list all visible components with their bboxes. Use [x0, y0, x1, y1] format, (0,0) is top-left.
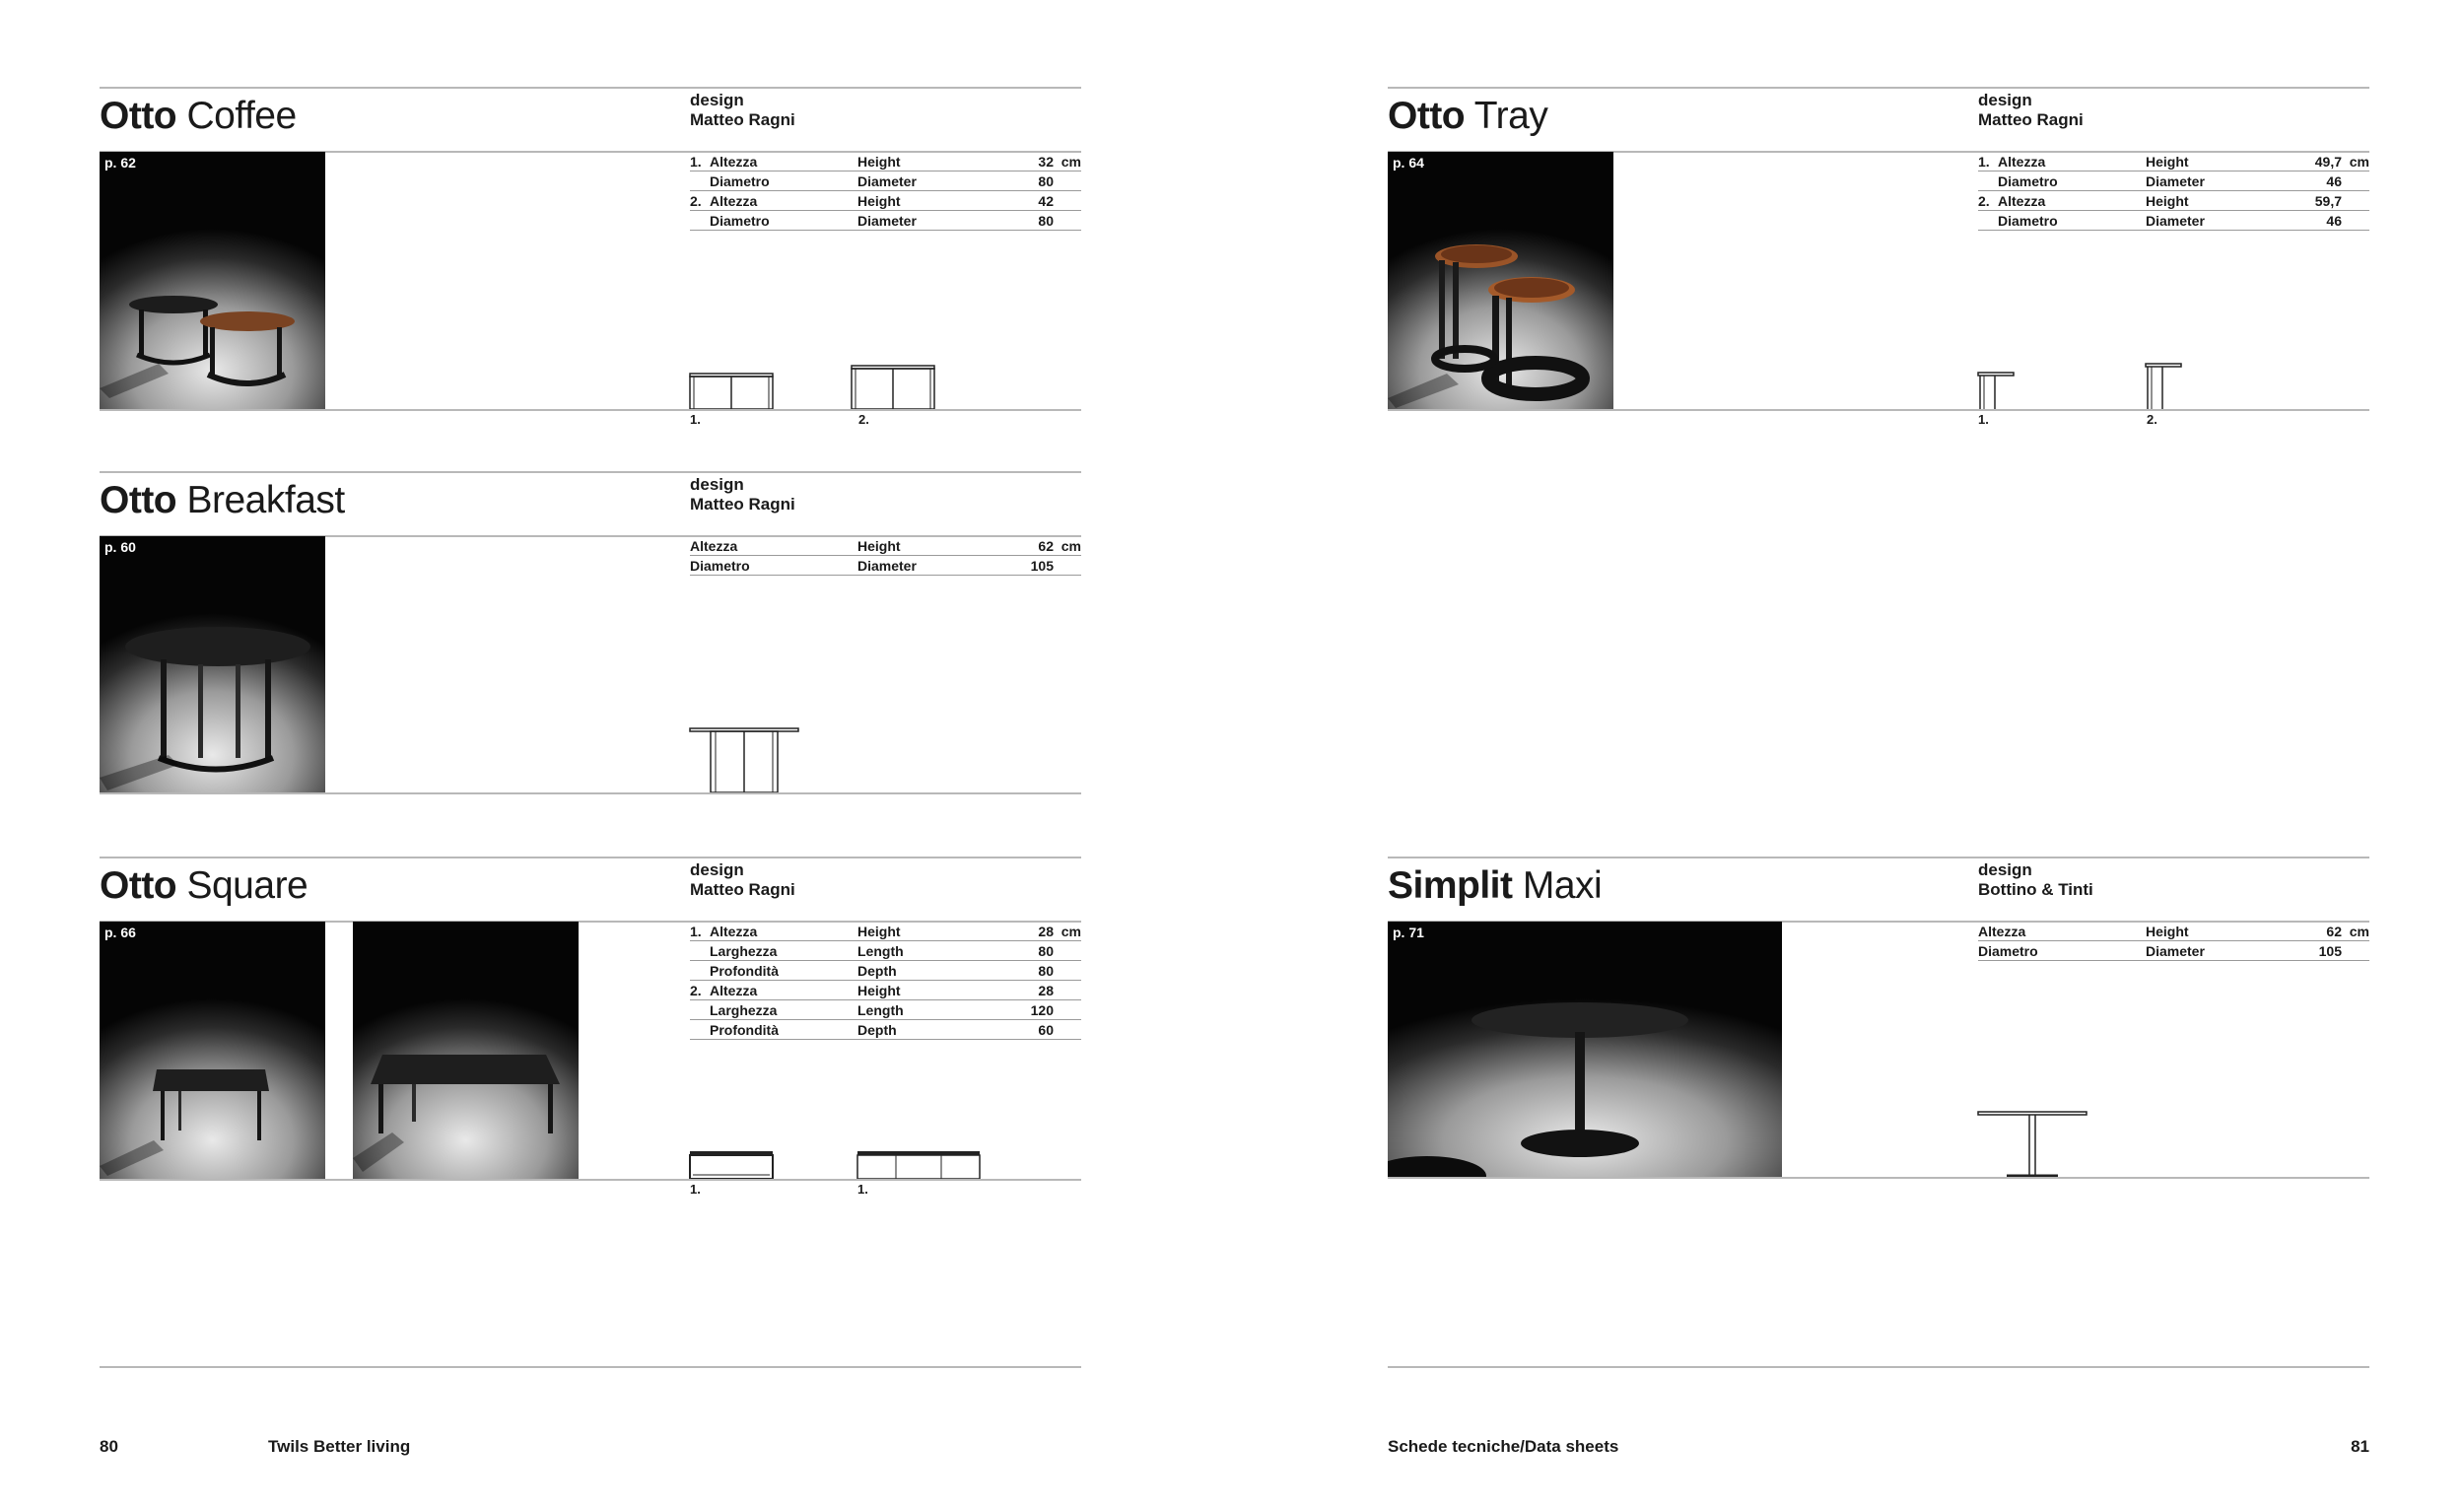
page-reference: p. 66 [104, 925, 136, 940]
top-rule [100, 857, 1081, 858]
drawing-label: 2. [2147, 412, 2157, 427]
design-label: design [1978, 91, 2032, 109]
product-photo-1 [100, 922, 325, 1179]
technical-drawing [1977, 1111, 2088, 1180]
design-label: design [690, 91, 744, 109]
spec-row: 2. Altezza Height 59,7 [1978, 191, 2369, 211]
page-reference: p. 64 [1393, 155, 1424, 171]
footer-rule-right [1388, 1366, 2369, 1368]
design-label: design [1978, 860, 2032, 879]
product-photo [100, 152, 325, 409]
designer-name: Bottino & Tinti [1978, 880, 2093, 899]
designer-name: Matteo Ragni [690, 495, 795, 514]
product-simplit-maxi [1388, 857, 2369, 1182]
drawing-label: 2. [858, 412, 869, 427]
designer-name: Matteo Ragni [1978, 110, 2084, 129]
drawing-label: 1. [1978, 412, 1989, 427]
spec-table [690, 922, 1081, 1040]
spec-row: Diametro Diameter 80 [690, 211, 1081, 231]
technical-drawing-2 [2145, 363, 2182, 410]
page-reference: p. 62 [104, 155, 136, 171]
product-otto-coffee [100, 87, 1081, 432]
section-title: Schede tecniche/Data sheets [1388, 1437, 1619, 1456]
spec-row: Diametro Diameter 46 [1978, 171, 2369, 191]
product-title: Otto Square [100, 864, 308, 907]
product-photo [100, 536, 325, 793]
spec-row: Diametro Diameter 46 [1978, 211, 2369, 231]
drawing-label: 1. [690, 1182, 701, 1197]
spec-table [1978, 922, 2369, 961]
spec-row: Diametro Diameter 105 [690, 556, 1081, 576]
product-title: Otto Coffee [100, 95, 297, 137]
designer-block [690, 860, 795, 900]
spec-table [690, 536, 1081, 576]
top-rule [100, 471, 1081, 473]
design-label: design [690, 860, 744, 879]
footer-rule-left [100, 1366, 1081, 1368]
product-title: Otto Tray [1388, 95, 1548, 137]
designer-block [690, 475, 795, 514]
technical-drawing-1 [689, 373, 774, 410]
product-title: Simplit Maxi [1388, 864, 1603, 907]
top-rule [100, 87, 1081, 89]
spec-row: Diametro Diameter 105 [1978, 941, 2369, 961]
technical-drawing-1 [689, 1150, 774, 1180]
spec-row: Larghezza Length 80 [690, 941, 1081, 961]
bottom-rule [1388, 1177, 2369, 1179]
spec-row: Altezza Height 62 cm [1978, 924, 2369, 939]
spec-table [1978, 152, 2369, 231]
spec-row: 1. Altezza Height 49,7 cm [1978, 154, 2369, 170]
product-photo [1388, 152, 1613, 409]
product-title: Otto Breakfast [100, 479, 345, 521]
spec-row: 1. Altezza Height 32 cm [690, 154, 1081, 170]
technical-drawing-1 [1977, 372, 2015, 410]
spec-row: 2. Altezza Height 42 [690, 191, 1081, 211]
spec-row: Altezza Height 62 cm [690, 538, 1081, 554]
top-rule [1388, 87, 2369, 89]
designer-block [1978, 860, 2093, 900]
designer-block [690, 91, 795, 130]
technical-drawing-2 [856, 1150, 981, 1180]
spec-row: Larghezza Length 120 [690, 1000, 1081, 1020]
product-otto-square [100, 857, 1081, 1201]
brand-name: Twils Better living [268, 1437, 411, 1456]
product-otto-tray [1388, 87, 2369, 432]
page-number-left: 80 [100, 1437, 118, 1456]
bottom-rule [100, 792, 1081, 794]
spec-row: Profondità Depth 60 [690, 1020, 1081, 1040]
spec-table [690, 152, 1081, 231]
spec-row: 2. Altezza Height 28 [690, 981, 1081, 1000]
drawing-label: 1. [857, 1182, 868, 1197]
bottom-rule [100, 1179, 1081, 1181]
designer-block [1978, 91, 2084, 130]
spec-row: Diametro Diameter 80 [690, 171, 1081, 191]
page-reference: p. 60 [104, 539, 136, 555]
product-otto-breakfast [100, 471, 1081, 796]
spec-row: 1. Altezza Height 28 cm [690, 924, 1081, 939]
designer-name: Matteo Ragni [690, 880, 795, 899]
product-photo [1388, 922, 1782, 1179]
design-label: design [690, 475, 744, 494]
page-reference: p. 71 [1393, 925, 1424, 940]
technical-drawing [689, 727, 799, 793]
drawing-label: 1. [690, 412, 701, 427]
designer-name: Matteo Ragni [690, 110, 795, 129]
product-photo-2 [353, 922, 579, 1179]
page-number-right: 81 [2351, 1437, 2369, 1456]
bottom-rule [1388, 409, 2369, 411]
technical-drawing-2 [851, 365, 935, 410]
spec-row: Profondità Depth 80 [690, 961, 1081, 981]
bottom-rule [100, 409, 1081, 411]
top-rule [1388, 857, 2369, 858]
